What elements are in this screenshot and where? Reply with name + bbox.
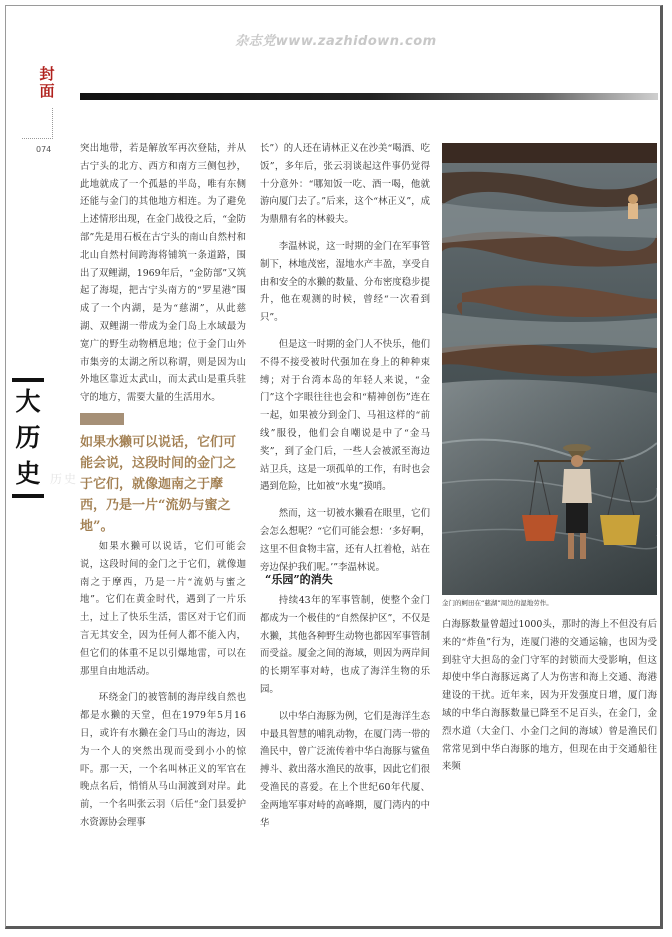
section-tag: 封面 bbox=[39, 65, 55, 100]
column-1-upper bbox=[80, 140, 246, 407]
page-number: 074 bbox=[36, 145, 52, 154]
paragraph: 白海豚数量曾超过1000头，那时的海上不但没有后来的“炸鱼”行为，连厦门港的交通运输，也因为受到驻守大担岛的金门守军的封锁而大受影响，但这却使中华白海豚远离了人为伤害和海上交通、海港建设的干扰。近年来，因为开发强度日增，厦门海域的中华白海豚数量已降至不足百头，在金门，金烈水道（大金门、小金门之间的海域）曾是渔民们常常见到中华白海豚的地方，但现在由于交通船往来频 bbox=[442, 619, 657, 773]
column-2-upper bbox=[260, 140, 430, 576]
paragraph: 然而，这一切被水獭看在眼里，它们会怎么想呢？“它们可能会想：‘多好啊，这里不但食物丰富，还有人扛着枪，站在旁边保护我们呢。’”李温林说。 bbox=[260, 508, 430, 573]
pull-quote: 如果水獭可以说话，它们可能会说，这段时间的金门之于它们，就像迦南之于摩西，乃是一片“流奶与蜜之地”。 bbox=[80, 435, 237, 534]
title-char: 史 bbox=[15, 459, 41, 488]
paragraph: 持续43年的军事管制，使整个金门都成为一个极佳的“自然保护区”，不仅是水獭，其他各种野生动物也都因军事管制而受益。厦金之间的海域，则因为两岸间的长期军事对峙，也成了海洋生物的乐园。 bbox=[260, 595, 430, 695]
paragraph: 环绕金门的被管制的海岸线自然也都是水獭的天堂，但在1979年5月16日，或许有水獭在金门马山的海边，因为一个人的突然出现而受到小小的惊吓。那一天，一个名叫林正义的军官在晚点名后，悄悄从马山洞渡到对岸。此前，一个名叫张云羽（后任“金门县爱护水资源协会理事 bbox=[80, 692, 246, 828]
ghost-text: 历史 bbox=[50, 472, 79, 486]
paragraph: 长”）的人还在请林正义在沙美“喝酒、吃饭”，多年后，张云羽谈起这件事仍觉得十分意外：“哪知饭一吃、酒一喝，他就游向厦门去了。”后来，这个“林正义”，成为鼎鼎有名的林毅夫。 bbox=[260, 143, 430, 226]
paragraph: 如果水獭可以说话，它们可能会说，这段时间的金门之于它们，就像迦南之于摩西，乃是一片“流奶与蜜之地”。它们在黄金时代，遇到了一片乐土，过上了快乐生活，雷区对于它们而言无其安全，因为任何人都不能入内，但它们的体重不足以引爆地雷，可以在那里自由地活动。 bbox=[80, 541, 246, 677]
photo-caption: 金门的蚵田在“慈湖”周边的湿地劳作。 bbox=[442, 599, 553, 607]
section-subhead: “乐园”的消失 bbox=[265, 573, 333, 586]
column-1-lower bbox=[80, 538, 246, 832]
paragraph: 突出地带，若是解放军再次登陆，并从古宁头的北方、西方和南方三侧包抄，此地就成了一个孤悬的半岛，唯有东侧还能与金门的其他地方相连。为了避免上述情形出现，在金门战役之后，“金防部”先是用石板在古宁头的南山自然村和北山自然村间跨海将铺筑一条道路，围出了双鲤湖，1969年后，“金防部”又筑起了海堤，把古宁头南方的“罗星港”围成了一个内湖，是为“慈湖”，从此慈湖、双鲤湖一带成为金门岛上水域最为宽广的野生动物栖息地；位于金门山外市集旁的太湖之所以称谓，则是因为山外地区靠近太武山，而太武山是重兵驻守的地方，需要大量的生活用水。 bbox=[80, 143, 246, 404]
paragraph: 李温林说，这一时期的金门在军事管制下，林地茂密，湿地水产丰盈，享受自由和安全的水獭的数量、分布密度稳步提升，他在观测的时候，曾经“一次看到只”。 bbox=[260, 240, 430, 324]
pull-quote-bar bbox=[80, 413, 124, 425]
feature-photo bbox=[442, 143, 657, 595]
dotted-corner bbox=[22, 108, 53, 139]
site-watermark: 杂志党www.zazhidown.com bbox=[235, 34, 437, 49]
title-char: 大 bbox=[15, 387, 41, 416]
header-rule bbox=[80, 93, 658, 100]
title-char: 历 bbox=[15, 423, 41, 452]
column-3 bbox=[442, 616, 657, 776]
paragraph: 以中华白海豚为例，它们是海洋生态中最具智慧的哺乳动物，在厦门湾一带的渔民中，曾广泛流传着中华白海豚与鲨鱼搏斗、救出落水渔民的故事，因此它们很受渔民的喜爱。在上个世纪60年代厦、金两地军事对峙的高峰期，厦门湾内的中华 bbox=[260, 710, 430, 829]
vertical-section-title bbox=[12, 378, 44, 498]
column-2-lower bbox=[260, 592, 430, 832]
photo-illustration bbox=[442, 143, 657, 595]
paragraph: 但是这一时期的金门人不快乐，他们不得不接受被时代强加在身上的种种束缚；对于台湾本岛的年轻人来说，“金门”这个字眼往往也会和“精神创伤”连在一起，如果被分到金门、马祖这样的“前线”服役，他们会自嘲说是中了“金马奖”，到了金门后，一些人会被派至海边站卫兵，这是一项孤单的工作，有时也会遇到危险，比如被“水鬼”摸哨。 bbox=[260, 338, 430, 493]
